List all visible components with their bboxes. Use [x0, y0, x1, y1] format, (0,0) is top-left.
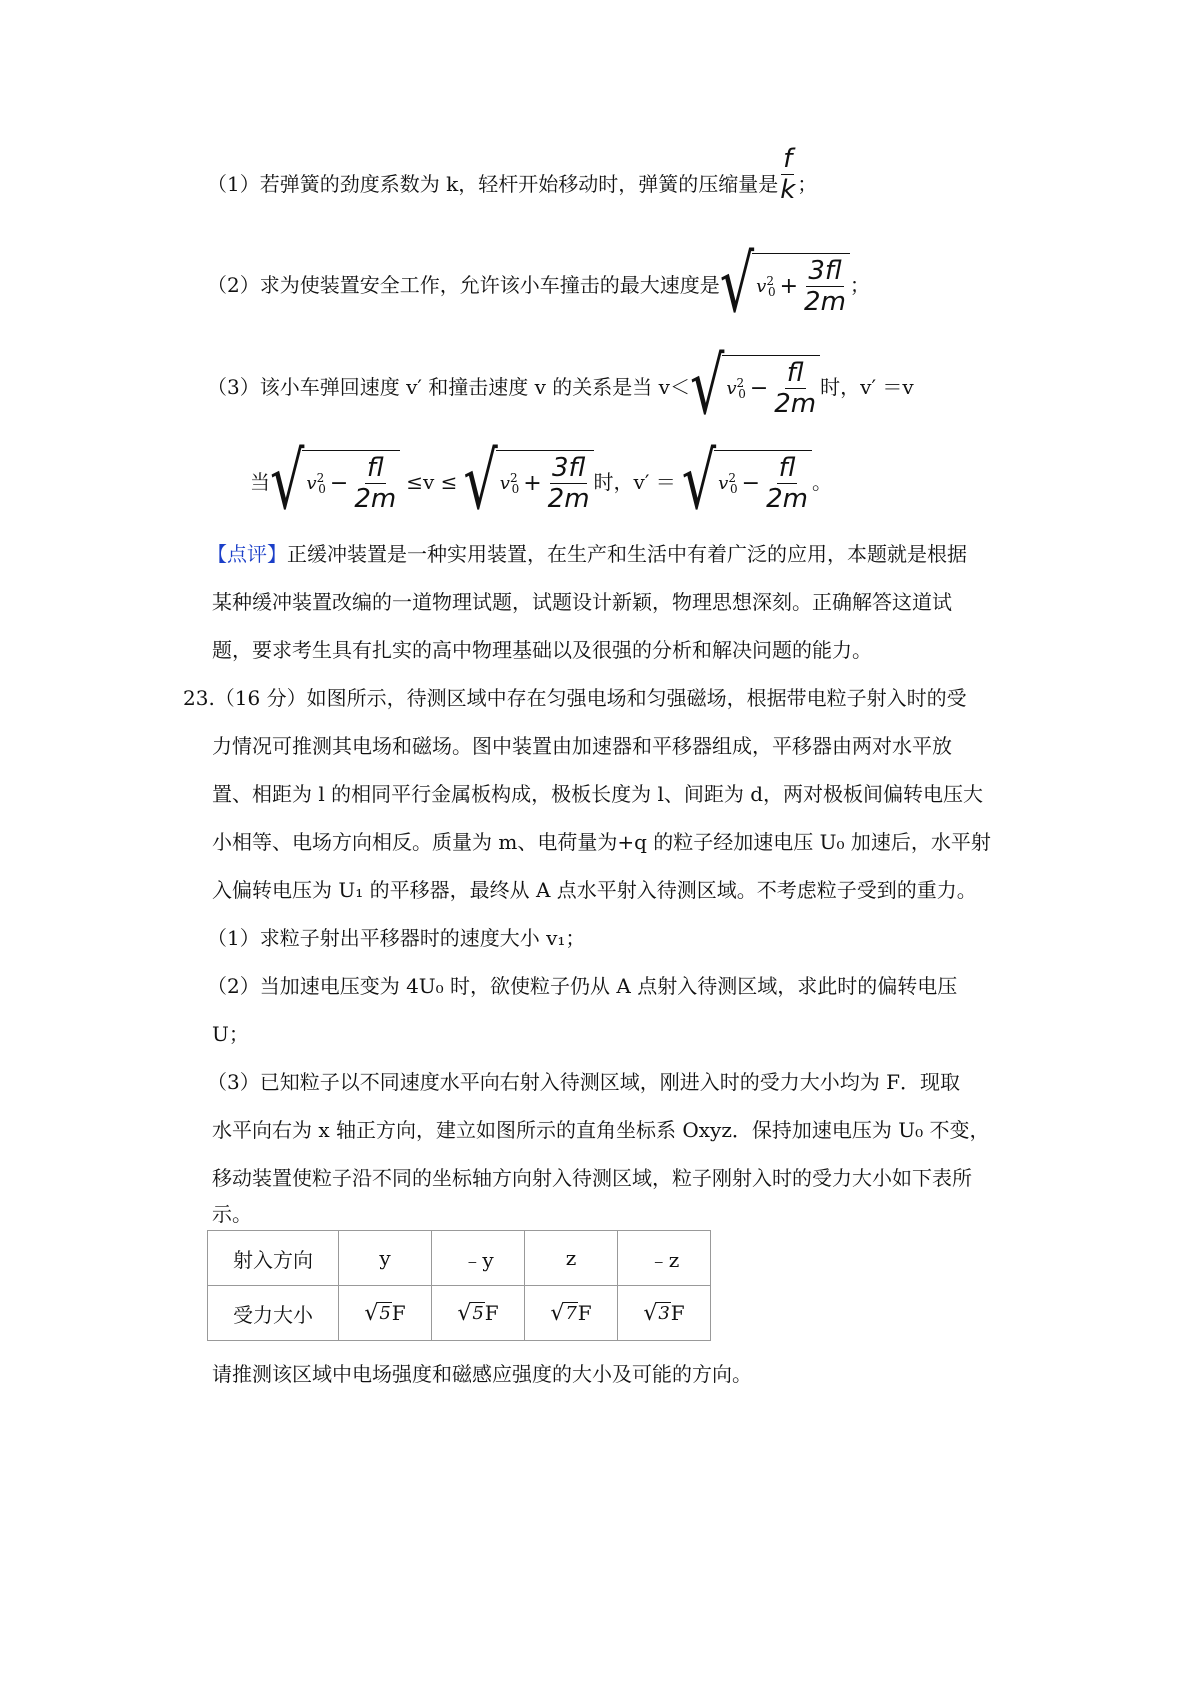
problem-23-line-4: 小相等、电场方向相反。质量为 m、电荷量为+q 的粒子经加速电压 U₀ 加速后，水平射: [212, 830, 991, 854]
problem-23-sub-2-cont: U；: [212, 1022, 249, 1046]
problem-23-final: 请推测该区域中电场强度和磁感应强度的大小及可能的方向。: [212, 1362, 752, 1386]
table-cell: √ 3 F: [618, 1286, 711, 1341]
problem-23-sub-3-line-4: 示。: [212, 1202, 252, 1226]
problem-23-line-2: 力情况可推测其电场和磁场。图中装置由加速器和平移器组成，平移器由两对水平放: [212, 734, 952, 758]
table-cell: √ 5 F: [339, 1286, 432, 1341]
table-row: [208, 1286, 711, 1341]
problem-23-sub-3-line-3: 移动装置使粒子沿不同的坐标轴方向射入待测区域，粒子刚射入时的受力大小如下表所: [212, 1166, 972, 1190]
table-cell: √ 5 F: [432, 1286, 525, 1341]
problem-23-sub-3: （3）已知粒子以不同速度水平向右射入待测区域，刚进入时的受力大小均为 F．现取: [207, 1070, 960, 1094]
problem-23-sub-1: （1）求粒子射出平移器时的速度大小 v₁；: [207, 926, 586, 950]
question-3-line-2: 当 √ $v^2_0$ − $\frac{fl}{2m}$ ≤v ≤ √ $v^2_0$ + $\frac{3fl}{2m}$ 时，v′ ＝ √ $v^2_0$ − $\frac{fl}{2m}$ 。: [250, 435, 832, 527]
comment-tag: 【点评】: [207, 542, 287, 566]
rebound-sqrt-2: √ $v^2_0$ − $\frac{fl}{2m}$: [270, 450, 400, 514]
question-3-text: （3）该小车弹回速度 v′ 和撞击速度 v 的关系是当 v＜: [207, 375, 690, 399]
table-row: [208, 1231, 711, 1286]
table-cell: 射入方向: [208, 1231, 339, 1286]
comment-line-2: 某种缓冲装置改编的一道物理试题，试题设计新颖，物理思想深刻。正确解答这道试: [212, 590, 952, 614]
table-cell: z: [525, 1231, 618, 1286]
problem-23-sub-2: （2）当加速电压变为 4U₀ 时，欲使粒子仍从 A 点射入待测区域，求此时的偏转电压: [207, 974, 958, 998]
rebound-sqrt-1: √ $v^2_0$ − $\frac{fl}{2m}$: [690, 355, 820, 419]
force-table: [207, 1230, 711, 1341]
table-cell: √ 7 F: [525, 1286, 618, 1341]
table-cell: 受力大小: [208, 1286, 339, 1341]
question-3: （3）该小车弹回速度 v′ 和撞击速度 v 的关系是当 v＜ √ $v^2_0$ − $\frac{fl}{2m}$ 时，v′ ＝v: [207, 340, 914, 432]
compression-fraction: $\frac{f}{k}$: [780, 144, 796, 205]
question-2-text: （2）求为使装置安全工作，允许该小车撞击的最大速度是: [207, 273, 720, 297]
question-1-text: （1）若弹簧的劲度系数为 k，轻杆开始移动时，弹簧的压缩量是: [207, 172, 779, 196]
comment-line-3: 题，要求考生具有扎实的高中物理基础以及很强的分析和解决问题的能力。: [212, 638, 872, 662]
problem-23-line-5: 入偏转电压为 U₁ 的平移器，最终从 A 点水平射入待测区域。不考虑粒子受到的重力。: [212, 878, 977, 902]
rebound-sqrt-4: √ $v^2_0$ − $\frac{fl}{2m}$: [682, 450, 812, 514]
problem-23-line-3: 置、相距为 l 的相同平行金属板构成，极板长度为 l、间距为 d，两对极板间偏转电压大: [212, 782, 984, 806]
question-1: （1）若弹簧的劲度系数为 k，轻杆开始移动时，弹簧的压缩量是 $\frac{f}{k}$ ；: [207, 144, 818, 205]
rebound-sqrt-3: √ $v^2_0$ + $\frac{3fl}{2m}$: [463, 450, 593, 514]
comment-line-1: 【点评】正缓冲装置是一种实用装置，在生产和生活中有着广泛的应用，本题就是根据: [207, 542, 967, 566]
table-cell: ﹣z: [618, 1231, 711, 1286]
table-cell: ﹣y: [432, 1231, 525, 1286]
problem-23-line-1: 23.（16 分）如图所示，待测区域中存在匀强电场和匀强磁场，根据带电粒子射入时的受: [183, 686, 967, 710]
max-speed-sqrt: √ $v^2_0$ + $\frac{3fl}{2m}$: [720, 253, 850, 317]
table-cell: y: [339, 1231, 432, 1286]
problem-23-sub-3-line-2: 水平向右为 x 轴正方向，建立如图所示的直角坐标系 Oxyz．保持加速电压为 U₀ 不变，: [212, 1118, 990, 1142]
question-2: （2）求为使装置安全工作，允许该小车撞击的最大速度是 √ $v^2_0$ + $\frac{3fl}{2m}$ ；: [207, 238, 870, 330]
